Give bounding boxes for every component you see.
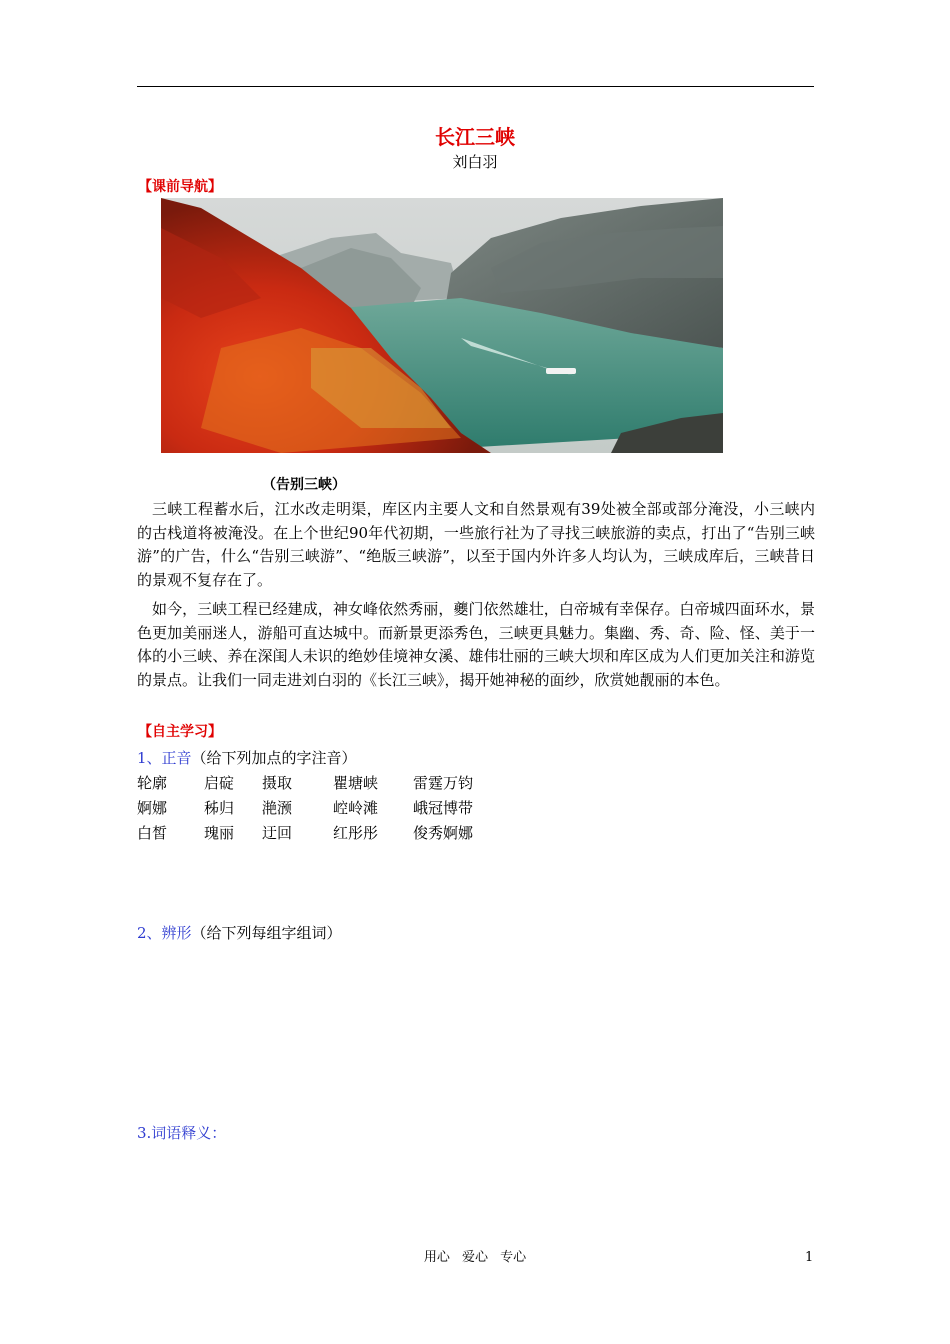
section-heading-preview: 【课前导航】 [138,179,222,195]
word-item: 峨冠博带 [413,799,474,817]
author-name: 刘白羽 [452,153,498,171]
word-item: 瑰丽 [204,824,235,842]
question-2-heading [137,923,342,943]
question-2-note: （给下列每组字组词） [191,924,342,942]
word-item: 秭归 [204,799,235,817]
word-item: 白皙 [137,824,168,842]
word-item: 迂回 [262,824,293,842]
page-title: 长江三峡 [435,125,515,149]
question-1-note: （给下列加点的字注音） [191,749,357,767]
word-item: 崆岭滩 [333,799,379,817]
question-2-label: 2、辨形 [137,924,192,942]
word-item: 雷霆万钧 [413,774,474,792]
three-gorges-photo [161,198,723,453]
word-item: 摄取 [262,774,293,792]
page-footer: 用心 爱心 专心 [423,1250,527,1265]
question-1-heading [137,748,357,768]
intro-paragraph-1: 三峡工程蓄水后，江水改走明渠，库区内主要人文和自然景观有39处被全部或部分淹没，小三峡内的古栈道将被淹没。在上个世纪90年代初期，一些旅行社为了寻找三峡旅游的卖点，打出了“告别三峡游”的广告，什么“告别三峡游”、“绝版三峡游”，以至于国内外许多人均认为，三峡成库后，三峡昔日的景观不复存在了。 [137,500,815,589]
word-item: 瞿塘峡 [333,774,379,792]
word-item: 婀娜 [137,799,168,817]
section-heading-self-study: 【自主学习】 [138,724,222,740]
question-3-heading: 3.词语释义： [137,1124,227,1142]
word-item: 轮廓 [137,774,168,792]
intro-paragraph-2: 如今，三峡工程已经建成，神女峰依然秀丽，夔门依然雄壮，白帝城有幸保存。白帝城四面环水，景色更加美丽迷人，游船可直达城中。而新景更添秀色，三峡更具魅力。集幽、秀、奇、险、怪、美于一体的小三峡、养在深闺人未识的绝妙佳境神女溪、雄伟壮丽的三峡大坝和库区成为人们更加关注和游览的景点。让我们一同走进刘白羽的《长江三峡》，揭开她神秘的面纱，欣赏她靓丽的本色。 [137,600,815,689]
word-item: 启碇 [204,774,235,792]
header-rule [137,86,814,87]
question-1-label: 1、正音 [137,749,192,767]
word-item: 滟滪 [262,799,293,817]
word-item: 红彤彤 [333,824,379,842]
page-number: 1 [805,1250,814,1265]
word-item: 俊秀婀娜 [413,824,474,842]
image-caption: （告别三峡） [262,477,346,493]
